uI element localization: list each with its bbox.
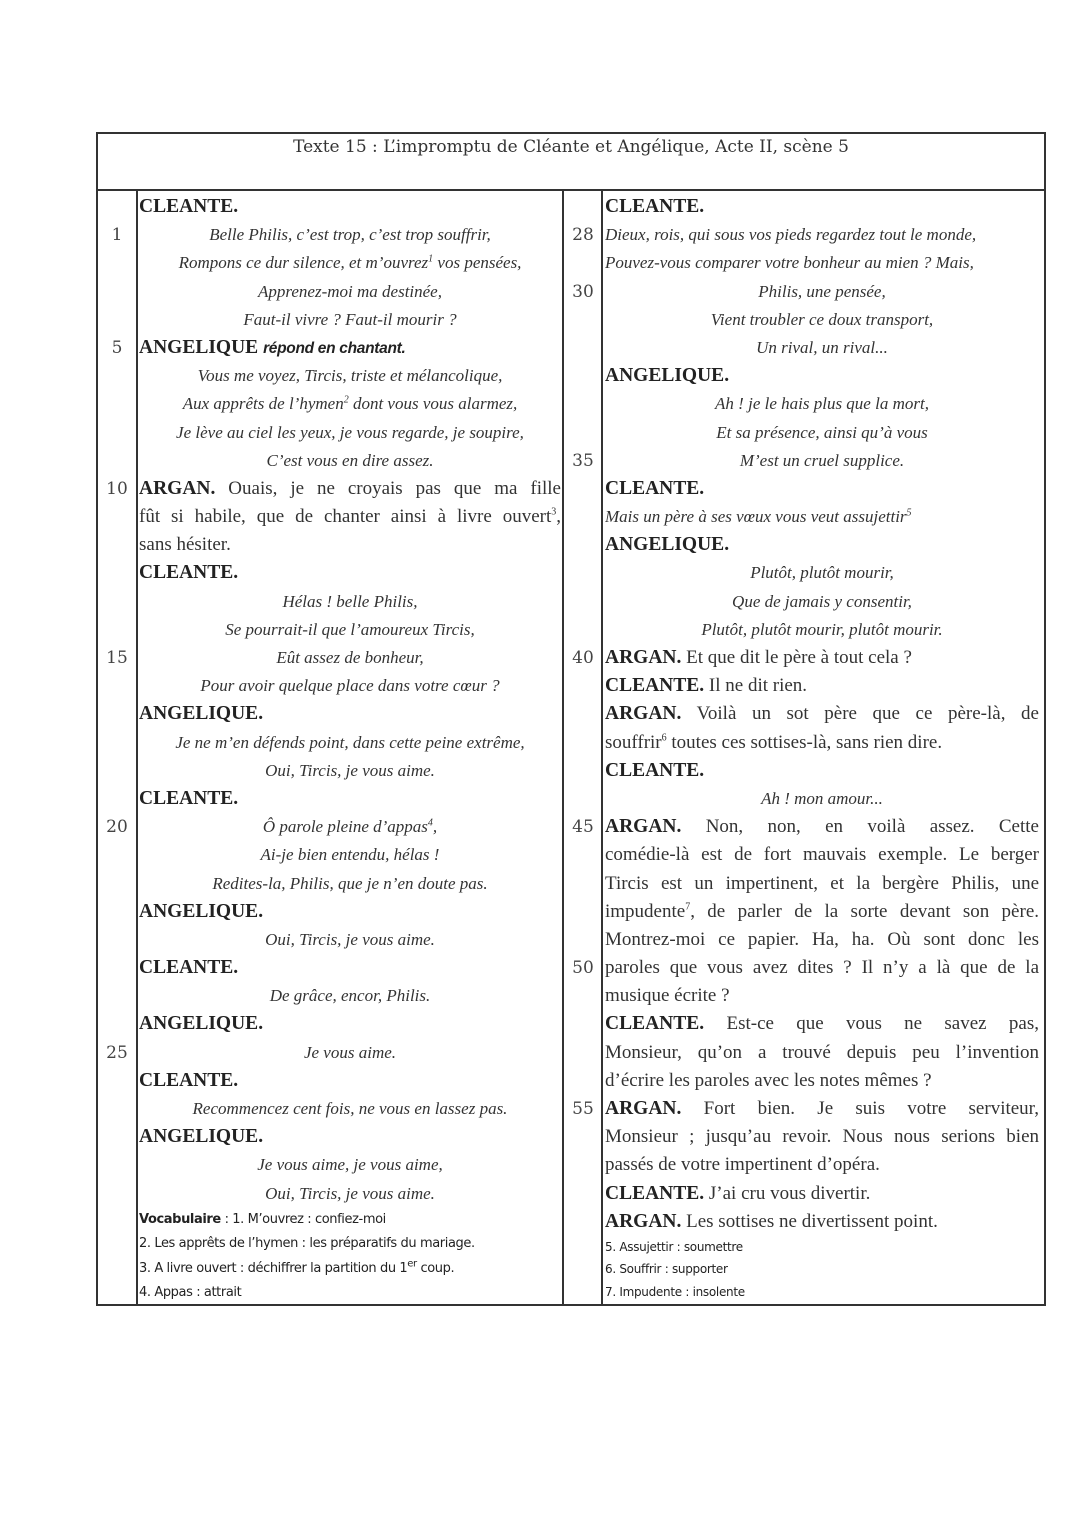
divider <box>601 191 603 1304</box>
line-number <box>565 559 601 587</box>
line-text: Ah ! mon amour... <box>761 788 883 808</box>
prose-line <box>139 531 561 559</box>
footnote-ref: 2 <box>343 394 349 406</box>
line-number <box>98 982 136 1010</box>
dialogue-text: Il ne dit rien. <box>704 675 808 697</box>
verse-line <box>139 278 561 306</box>
line-text: Monsieur, qu’on a trouvé depuis peu l’invention <box>605 1041 1039 1063</box>
line-text: Ai-je bien entendu, hélas ! <box>260 845 440 865</box>
line-number <box>98 362 136 390</box>
line-number: 45 <box>572 817 594 838</box>
vocabulary-text: 4. Appas : attrait <box>139 1285 242 1301</box>
line-number: 10 <box>106 478 128 499</box>
line-number <box>98 757 136 785</box>
verse-line <box>605 249 1039 277</box>
dialogue-text: Et que dit le père à tout cela ? <box>681 647 912 668</box>
footnote-ref: 5 <box>906 507 912 519</box>
line-number: 35 <box>572 450 594 471</box>
line-text: Vous me voyez, Tircis, triste et mélancolique, <box>197 366 503 386</box>
speaker-name: CLEANTE. <box>605 196 705 217</box>
line-text: Recommencez cent fois, ne vous en lassez pas. <box>192 1099 508 1118</box>
verse-line <box>605 503 1039 531</box>
dialogue-line <box>605 700 1039 728</box>
line-text: d’écrire les paroles avec les notes mêmes ? <box>605 1069 932 1091</box>
divider <box>562 191 564 1304</box>
line-number <box>565 1067 601 1095</box>
line-text: Oui, Tircis, je vous aime. <box>265 929 435 949</box>
line-number <box>98 841 136 869</box>
line-text: Tircis est un impertinent, et la bergère Philis, une <box>605 872 1039 894</box>
line-number: 15 <box>106 648 128 668</box>
dialogue-line <box>605 1010 1039 1038</box>
line-text: Oui, Tircis, je vous aime. <box>265 760 435 780</box>
line-number <box>98 419 136 447</box>
line-text: C’est vous en dire assez. <box>266 450 434 470</box>
vocabulary-note <box>139 1232 561 1257</box>
verse-line <box>139 870 561 898</box>
verse-line <box>139 644 561 672</box>
line-number <box>565 926 601 954</box>
divider <box>136 191 138 1304</box>
speaker-name: ANGELIQUE. <box>139 1126 264 1148</box>
prose-line <box>605 1067 1039 1095</box>
footnote-ref: 4 <box>427 817 433 829</box>
line-number: 55 <box>572 1099 594 1119</box>
line-number <box>98 249 136 277</box>
line-text: Belle Philis, c’est trop, c’est trop souffrir, <box>209 225 491 245</box>
line-number: 25 <box>106 1042 128 1063</box>
prose-line <box>605 1151 1039 1179</box>
line-number: 20 <box>106 817 128 838</box>
line-number <box>565 475 601 503</box>
line-text: Pour avoir quelque place dans votre cœur ? <box>200 676 500 696</box>
speaker-name: ANGELIQUE. <box>139 900 264 922</box>
line-number <box>565 362 601 390</box>
verse-line <box>139 390 561 418</box>
line-number <box>565 419 601 447</box>
line-number <box>565 841 601 869</box>
speaker-line <box>139 334 561 362</box>
verse-line <box>139 447 561 475</box>
prose-line <box>605 982 1039 1010</box>
speaker-name: ARGAN. <box>605 816 682 838</box>
line-number <box>98 306 136 334</box>
verse-line <box>139 249 561 277</box>
dialogue-line <box>605 644 1039 672</box>
speaker-name: CLEANTE. <box>605 477 705 499</box>
line-text: Faut-il vivre ? Faut-il mourir ? <box>243 309 457 329</box>
line-number: 1 <box>111 225 123 246</box>
footnote-ref: 7 <box>685 901 691 913</box>
line-text: fût si habile, que de chanter ainsi à livre ouvert <box>139 506 552 528</box>
verse-line <box>605 334 1039 362</box>
dialogue-text: Ouais, je ne croyais pas que ma fille <box>215 477 561 499</box>
vocabulary-note <box>139 1281 561 1306</box>
line-number <box>98 954 136 982</box>
line-number <box>98 729 136 757</box>
footnote-ref: 3 <box>551 506 557 518</box>
left-text-column <box>139 193 561 1306</box>
line-text: Et sa présence, ainsi qu’à vous <box>716 422 928 442</box>
verse-line <box>605 390 1039 418</box>
line-text: Montrez-moi ce papier. Ha, ha. Où sont donc les <box>605 928 1039 950</box>
line-number <box>565 390 601 418</box>
dialogue-text: Est-ce que vous ne savez pas, <box>704 1013 1039 1035</box>
line-number <box>565 588 601 616</box>
prose-line <box>139 503 561 531</box>
speaker-name: ANGELIQUE <box>139 336 259 358</box>
vocabulary-text: 3. A livre ouvert : déchiffrer la partition du 1 <box>139 1260 408 1276</box>
speaker-name: ARGAN. <box>139 477 216 499</box>
verse-line <box>139 221 561 249</box>
line-text: M’est un cruel supplice. <box>739 450 905 470</box>
line-number <box>98 278 136 306</box>
line-text: paroles que vous avez dites ? Il n’y a là que de la <box>605 957 1039 979</box>
line-text: vos pensées, <box>433 253 522 273</box>
vocabulary-text: 1. M’ouvrez : confiez-moi <box>232 1211 386 1227</box>
line-number <box>565 757 601 785</box>
line-text: Monsieur ; jusqu’au revoir. Nous nous serions bien <box>605 1126 1039 1148</box>
line-number <box>565 1010 601 1038</box>
line-number <box>565 700 601 728</box>
line-text: Mais un père à ses vœux vous veut assujettir <box>605 507 907 527</box>
verse-line <box>139 419 561 447</box>
line-text: Un rival, un rival... <box>756 337 888 357</box>
prose-line <box>605 870 1039 898</box>
verse-line <box>139 616 561 644</box>
dialogue-line <box>605 672 1039 700</box>
line-text: souffrir <box>605 731 662 753</box>
dialogue-text: Voilà un sot père que ce père-là, de <box>681 703 1039 725</box>
verse-line <box>605 616 1039 644</box>
line-number <box>98 447 136 475</box>
speaker-name: CLEANTE. <box>605 675 705 697</box>
prose-line <box>605 841 1039 869</box>
line-text: Plutôt, plutôt mourir, plutôt mourir. <box>701 619 943 639</box>
verse-line <box>139 1095 561 1123</box>
line-text: Plutôt, plutôt mourir, <box>750 563 894 583</box>
right-line-numbers <box>565 193 601 1123</box>
verse-line <box>139 757 561 785</box>
prose-line <box>605 729 1039 757</box>
line-number <box>98 926 136 954</box>
line-text: comédie-là est de fort mauvais exemple. Le berger <box>605 844 1039 866</box>
dialogue-line <box>139 475 561 503</box>
line-number: 28 <box>572 225 594 246</box>
line-number: 50 <box>572 958 594 979</box>
vocabulary-note: Vocabulaire : 1. M’ouvrez : confiez-moi <box>139 1211 386 1227</box>
line-number <box>98 700 136 728</box>
line-number <box>565 334 601 362</box>
verse-line <box>605 221 1039 249</box>
speaker-name: CLEANTE. <box>605 1013 705 1035</box>
prose-line <box>605 1039 1039 1067</box>
speaker-name: ANGELIQUE. <box>139 1013 264 1035</box>
footnote: 5. Assujettir : soumettre <box>605 1239 743 1254</box>
verse-line <box>139 362 561 390</box>
line-text: , de parler de la sorte devant son père. <box>690 900 1039 922</box>
dialogue-line <box>605 813 1039 841</box>
page-title: Texte 15 : L’impromptu de Cléante et Angélique, Acte II, scène 5 <box>293 137 849 157</box>
speaker-name: CLEANTE. <box>139 957 239 979</box>
line-text: musique écrite ? <box>605 985 730 1007</box>
line-text: De grâce, encor, Philis. <box>269 986 431 1006</box>
line-text: Oui, Tircis, je vous aime. <box>265 1183 435 1203</box>
dialogue-text: Non, non, en voilà assez. Cette <box>681 816 1039 838</box>
line-number <box>98 559 136 587</box>
line-text: Je ne m’en défends point, dans cette peine extrême, <box>175 732 525 752</box>
vocabulary-label: Vocabulaire <box>139 1211 221 1227</box>
verse-line <box>605 559 1039 587</box>
verse-line <box>605 419 1039 447</box>
prose-line <box>605 954 1039 982</box>
speaker-name: ANGELIQUE. <box>605 365 730 387</box>
line-text: Apprenez-moi ma destinée, <box>258 281 442 301</box>
dialogue-text: Fort bien. Je suis votre serviteur, <box>681 1098 1039 1119</box>
line-number <box>565 898 601 926</box>
line-text: Redites-la, Philis, que je n’en doute pas. <box>212 873 488 893</box>
line-text: toutes ces sottises-là, sans rien dire. <box>666 731 943 753</box>
line-number <box>565 193 601 221</box>
line-number <box>565 503 601 531</box>
footnote: 7. Impudente : insolente <box>605 1284 745 1299</box>
line-number <box>98 193 136 221</box>
line-number <box>565 672 601 700</box>
dialogue-text: Les sottises ne divertissent point. <box>681 1210 938 1232</box>
vocabulary-note <box>139 1257 561 1282</box>
verse-line <box>139 306 561 334</box>
prose-line <box>605 1123 1039 1151</box>
verse-line <box>605 306 1039 334</box>
verse-line <box>139 841 561 869</box>
line-text: Ô parole pleine d’appas <box>262 817 428 837</box>
verse-line <box>139 1151 561 1179</box>
line-text: Se pourrait-il que l’amoureux Tircis, <box>225 619 475 639</box>
speaker-name: CLEANTE. <box>605 1182 705 1204</box>
speaker-name: CLEANTE. <box>139 562 239 584</box>
verse-line <box>605 278 1039 306</box>
line-number <box>565 729 601 757</box>
line-number <box>98 672 136 700</box>
verse-line <box>605 447 1039 475</box>
speaker-name: ANGELIQUE. <box>139 703 264 725</box>
title-row <box>98 134 1044 191</box>
line-number <box>565 982 601 1010</box>
right-text-column <box>605 193 1039 1303</box>
verse-line <box>139 926 561 954</box>
line-number <box>98 616 136 644</box>
speaker-name: ANGELIQUE. <box>605 534 730 556</box>
speaker-name: CLEANTE. <box>139 196 239 217</box>
verse-line <box>139 982 561 1010</box>
verse-line <box>139 729 561 757</box>
line-text: sans hésiter. <box>139 534 231 556</box>
prose-line <box>605 898 1039 926</box>
speaker-name: CLEANTE. <box>139 787 239 809</box>
line-text: Vient troubler ce doux transport, <box>710 309 934 329</box>
speaker-name: CLEANTE. <box>605 759 705 781</box>
line-number: 5 <box>111 337 123 358</box>
dialogue-line <box>605 1095 1039 1123</box>
line-number <box>565 870 601 898</box>
vocabulary-sup: er <box>407 1258 417 1270</box>
line-text: , <box>432 817 438 837</box>
dialogue-line <box>605 1208 1039 1236</box>
footnote-ref: 1 <box>428 253 434 265</box>
speaker-name: ARGAN. <box>605 703 682 725</box>
vocabulary-text: 2. Les apprêts de l’hymen : les préparatifs du mariage. <box>139 1236 475 1252</box>
line-number <box>98 588 136 616</box>
verse-line <box>139 1180 561 1208</box>
dialogue-text: J’ai cru vous divertir. <box>704 1182 871 1204</box>
line-text: Pouvez-vous comparer votre bonheur au mien ? Mais, <box>605 253 974 273</box>
line-number <box>98 503 136 531</box>
verse-line <box>139 1039 561 1067</box>
line-text: impudente <box>605 900 686 922</box>
line-number <box>98 531 136 559</box>
speaker-name: ARGAN. <box>605 1210 682 1232</box>
verse-line <box>139 588 561 616</box>
footnote-ref: 6 <box>661 732 667 744</box>
line-number <box>565 306 601 334</box>
speaker-name: ARGAN. <box>605 647 682 668</box>
speaker-name: ARGAN. <box>605 1098 682 1119</box>
line-text: dont vous vous alarmez, <box>348 394 518 414</box>
line-text: Je vous aime, je vous aime, <box>257 1155 443 1175</box>
line-text: Je vous aime. <box>303 1042 397 1062</box>
line-number <box>565 531 601 559</box>
verse-line <box>139 813 561 841</box>
vocabulary-text: coup. <box>416 1260 455 1276</box>
prose-line <box>605 926 1039 954</box>
line-number <box>98 898 136 926</box>
line-text: Que de jamais y consentir, <box>732 591 912 611</box>
line-text: Dieux, rois, qui sous vos pieds regardez tout le monde, <box>605 225 977 245</box>
line-text: Je lève au ciel les yeux, je vous regarde, je soupire, <box>176 422 524 442</box>
line-text: Philis, une pensée, <box>758 281 886 301</box>
line-text: Rompons ce dur silence, et m’ouvrez <box>178 253 429 273</box>
line-number <box>565 1039 601 1067</box>
line-number <box>98 870 136 898</box>
line-number <box>98 785 136 813</box>
line-number <box>565 249 601 277</box>
verse-line <box>605 588 1039 616</box>
line-number <box>98 1010 136 1038</box>
footnote: 6. Souffrir : supporter <box>605 1262 728 1277</box>
line-text: Ah ! je le hais plus que la mort, <box>715 394 929 414</box>
verse-line <box>605 785 1039 813</box>
verse-line <box>139 672 561 700</box>
line-text: , <box>556 506 561 528</box>
dialogue-line <box>605 1180 1039 1208</box>
line-number <box>565 785 601 813</box>
line-text: Hélas ! belle Philis, <box>282 591 418 611</box>
line-text: Eût assez de bonheur, <box>276 648 424 667</box>
document-frame <box>96 132 1046 1306</box>
stage-direction: répond en chantant. <box>263 339 406 357</box>
line-number: 30 <box>572 281 594 302</box>
line-text: Aux apprêts de l’hymen <box>182 394 344 414</box>
left-line-numbers <box>98 193 136 1067</box>
line-number: 40 <box>572 648 594 668</box>
line-number <box>565 616 601 644</box>
line-number <box>98 390 136 418</box>
line-text: passés de votre impertinent d’opéra. <box>605 1154 880 1176</box>
speaker-name: CLEANTE. <box>139 1069 239 1091</box>
